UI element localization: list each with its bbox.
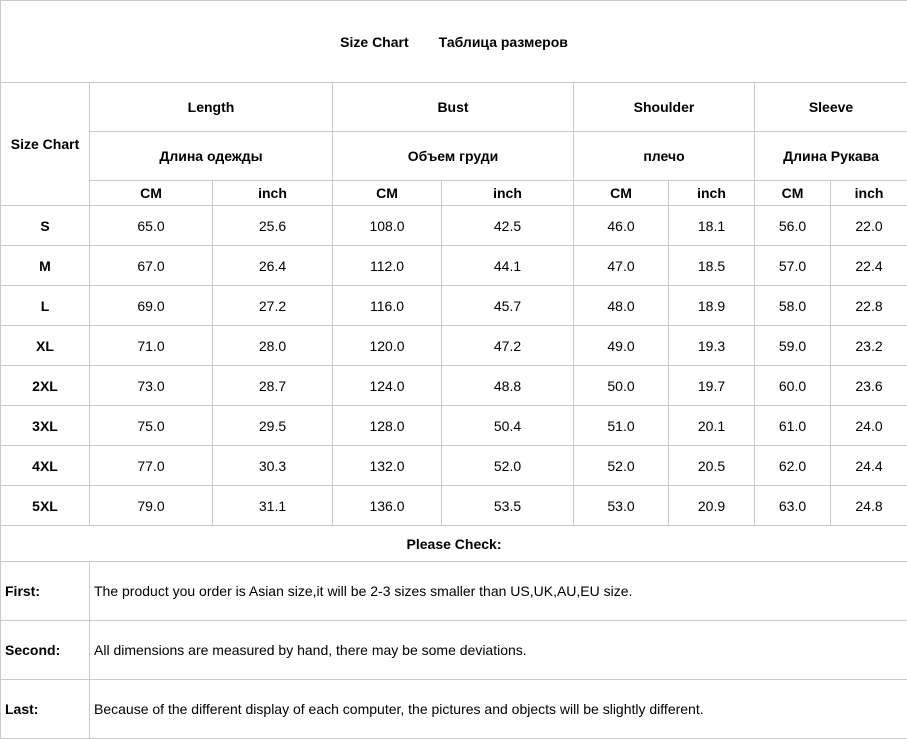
unit-inch: inch — [669, 181, 755, 206]
measurement-cell: 24.8 — [831, 486, 907, 526]
table-row — [1, 446, 907, 486]
measurement-cell: 57.0 — [755, 246, 831, 286]
size-chart-label: Size Chart — [1, 83, 90, 206]
measurement-cell: 61.0 — [755, 406, 831, 446]
measurement-cell: 60.0 — [755, 366, 831, 406]
measurement-cell: 46.0 — [574, 206, 669, 246]
table-row — [1, 246, 907, 286]
table-row — [1, 486, 907, 526]
measurement-cell: 79.0 — [90, 486, 213, 526]
table-row — [1, 366, 907, 406]
measurement-cell: 25.6 — [213, 206, 333, 246]
measurement-cell: 30.3 — [213, 446, 333, 486]
measurement-cell: 59.0 — [755, 326, 831, 366]
measurement-cell: 26.4 — [213, 246, 333, 286]
measurement-cell: 23.2 — [831, 326, 907, 366]
title-row — [1, 1, 907, 83]
measurement-cell: 73.0 — [90, 366, 213, 406]
note-row — [1, 562, 907, 621]
measurement-cell: 112.0 — [333, 246, 442, 286]
title-russian: Таблица размеров — [438, 33, 568, 50]
unit-cm: CM — [755, 181, 831, 206]
measurement-cell: 19.3 — [669, 326, 755, 366]
unit-cm: CM — [90, 181, 213, 206]
measurement-cell: 67.0 — [90, 246, 213, 286]
size-rows — [1, 206, 907, 526]
table-row — [1, 286, 907, 326]
measurement-cell: 20.5 — [669, 446, 755, 486]
header-sleeve-ru: Длина Рукава — [755, 132, 907, 181]
measurement-cell: 22.8 — [831, 286, 907, 326]
note-row — [1, 680, 907, 739]
measurement-cell: 19.7 — [669, 366, 755, 406]
table-row — [1, 326, 907, 366]
measurement-cell: 58.0 — [755, 286, 831, 326]
measurement-cell: 44.1 — [442, 246, 574, 286]
please-check-heading: Please Check: — [1, 526, 907, 562]
header-sleeve: Sleeve — [755, 83, 907, 132]
header-bust: Bust — [333, 83, 574, 132]
measurement-cell: 53.0 — [574, 486, 669, 526]
page-title — [1, 1, 907, 83]
measurement-cell: 47.2 — [442, 326, 574, 366]
measurement-cell: 24.4 — [831, 446, 907, 486]
measurement-cell: 48.8 — [442, 366, 574, 406]
measurement-cell: 65.0 — [90, 206, 213, 246]
measurement-cell: 20.1 — [669, 406, 755, 446]
note-text: All dimensions are measured by hand, there may be some deviations. — [90, 621, 907, 680]
header-bust-ru: Объем груди — [333, 132, 574, 181]
measurement-cell: 116.0 — [333, 286, 442, 326]
unit-inch: inch — [213, 181, 333, 206]
measurement-cell: 136.0 — [333, 486, 442, 526]
measurement-cell: 120.0 — [333, 326, 442, 366]
size-cell: 4XL — [1, 446, 90, 486]
size-cell: L — [1, 286, 90, 326]
title-english: Size Chart — [340, 33, 409, 50]
table-row — [1, 206, 907, 246]
measurement-cell: 128.0 — [333, 406, 442, 446]
unit-cm: CM — [574, 181, 669, 206]
unit-inch: inch — [442, 181, 574, 206]
header-row-russian — [1, 132, 907, 181]
size-cell: S — [1, 206, 90, 246]
size-cell: 3XL — [1, 406, 90, 446]
header-row-units — [1, 181, 907, 206]
measurement-cell: 47.0 — [574, 246, 669, 286]
measurement-cell: 50.4 — [442, 406, 574, 446]
unit-cm: CM — [333, 181, 442, 206]
measurement-cell: 62.0 — [755, 446, 831, 486]
measurement-cell: 28.7 — [213, 366, 333, 406]
measurement-cell: 23.6 — [831, 366, 907, 406]
note-row — [1, 621, 907, 680]
note-label: First: — [1, 562, 90, 621]
measurement-cell: 108.0 — [333, 206, 442, 246]
measurement-cell: 31.1 — [213, 486, 333, 526]
measurement-cell: 18.5 — [669, 246, 755, 286]
measurement-cell: 56.0 — [755, 206, 831, 246]
note-label: Last: — [1, 680, 90, 739]
measurement-cell: 24.0 — [831, 406, 907, 446]
measurement-cell: 27.2 — [213, 286, 333, 326]
measurement-cell: 49.0 — [574, 326, 669, 366]
measurement-cell: 48.0 — [574, 286, 669, 326]
size-cell: 2XL — [1, 366, 90, 406]
measurement-cell: 28.0 — [213, 326, 333, 366]
note-label: Second: — [1, 621, 90, 680]
unit-inch: inch — [831, 181, 907, 206]
size-cell: M — [1, 246, 90, 286]
table-row — [1, 406, 907, 446]
measurement-cell: 53.5 — [442, 486, 574, 526]
measurement-cell: 77.0 — [90, 446, 213, 486]
note-text: The product you order is Asian size,it will be 2-3 sizes smaller than US,UK,AU,EU size. — [90, 562, 907, 621]
size-cell: 5XL — [1, 486, 90, 526]
measurement-cell: 29.5 — [213, 406, 333, 446]
measurement-cell: 71.0 — [90, 326, 213, 366]
measurement-cell: 52.0 — [574, 446, 669, 486]
measurement-cell: 69.0 — [90, 286, 213, 326]
measurement-cell: 20.9 — [669, 486, 755, 526]
measurement-cell: 124.0 — [333, 366, 442, 406]
measurement-cell: 45.7 — [442, 286, 574, 326]
header-length-ru: Длина одежды — [90, 132, 333, 181]
measurement-cell: 132.0 — [333, 446, 442, 486]
size-cell: XL — [1, 326, 90, 366]
measurement-cell: 75.0 — [90, 406, 213, 446]
measurement-cell: 51.0 — [574, 406, 669, 446]
measurement-cell: 52.0 — [442, 446, 574, 486]
measurement-cell: 18.9 — [669, 286, 755, 326]
measurement-cell: 18.1 — [669, 206, 755, 246]
measurement-cell: 22.4 — [831, 246, 907, 286]
please-check-row — [1, 526, 907, 562]
measurement-cell: 50.0 — [574, 366, 669, 406]
header-shoulder-ru: плечо — [574, 132, 755, 181]
measurement-cell: 22.0 — [831, 206, 907, 246]
note-text: Because of the different display of each computer, the pictures and objects will be slightly different. — [90, 680, 907, 739]
measurement-cell: 42.5 — [442, 206, 574, 246]
header-row-english — [1, 83, 907, 132]
measurement-cell: 63.0 — [755, 486, 831, 526]
header-length: Length — [90, 83, 333, 132]
header-shoulder: Shoulder — [574, 83, 755, 132]
